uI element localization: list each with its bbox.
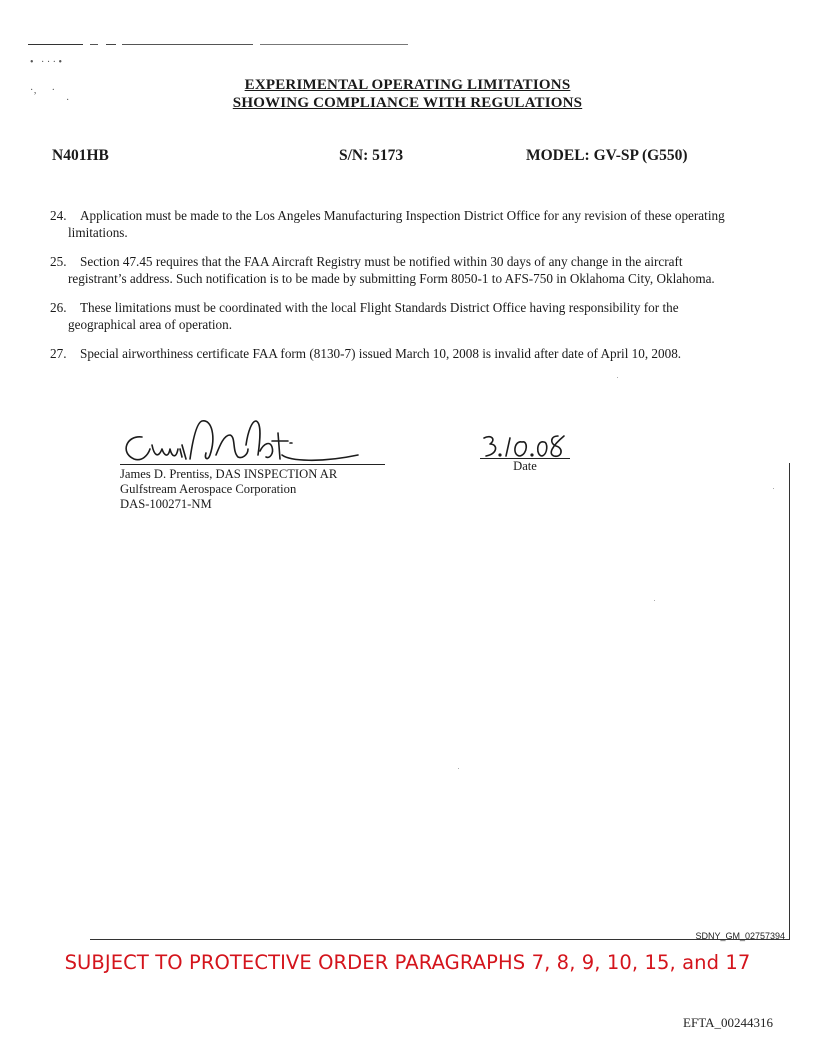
document-title-line-1: EXPERIMENTAL OPERATING LIMITATIONS [244, 77, 571, 93]
handwritten-signature [120, 415, 360, 465]
scan-speck [617, 377, 618, 378]
limitation-number: 26. [50, 300, 67, 315]
scan-speck [458, 768, 459, 769]
limitation-number: 25. [50, 254, 67, 269]
limitation-item [52, 345, 742, 362]
limitation-text: Special airworthiness certificate FAA form (8130-7) issued March 10, 2008 is invalid after date of April 10, 2008. [80, 346, 682, 361]
limitation-number: 27. [50, 346, 67, 361]
scan-speck [773, 488, 774, 489]
aircraft-model: MODEL: GV-SP (G550) [526, 147, 688, 164]
aircraft-serial-number: S/N: 5173 [339, 147, 404, 164]
signer-name: James D. Prentiss, DAS INSPECTION AR [120, 467, 338, 481]
signer-block [120, 467, 337, 512]
page-edge-line [789, 463, 790, 939]
limitation-item [52, 207, 742, 241]
document-id-stamp: SDNY_GM_02757394 [695, 931, 785, 941]
signature-line [120, 464, 385, 465]
limitation-number: 24. [50, 208, 67, 223]
limitations-list [52, 207, 742, 374]
limitation-item [52, 253, 742, 287]
scan-artifact-line [28, 44, 408, 45]
handwritten-date [478, 432, 568, 460]
limitation-text: Application must be made to the Los Angeles Manufacturing Inspection District Office for any revision of these operating limitations. [68, 208, 725, 240]
limitation-text: These limitations must be coordinated with the local Flight Standards District Office having responsibility for the geographical area of operation. [68, 300, 679, 332]
protective-order-notice: SUBJECT TO PROTECTIVE ORDER PARAGRAPHS 7, 8, 9, 10, 15, and 17 [64, 951, 751, 974]
scan-artifact-dots: • · · · • [30, 57, 62, 68]
scan-artifact-dots: ·‚ · [30, 85, 55, 96]
aircraft-registration: N401HB [52, 147, 109, 164]
bates-number: EFTA_00244316 [683, 1015, 773, 1030]
signer-das-number: DAS-100271-NM [120, 497, 212, 511]
scan-speck [654, 600, 655, 601]
scan-artifact-dots: · [66, 95, 70, 106]
limitation-item [52, 299, 742, 333]
date-label: Date [513, 459, 537, 473]
document-title-line-2: SHOWING COMPLIANCE WITH REGULATIONS [232, 95, 583, 111]
signer-company: Gulfstream Aerospace Corporation [120, 482, 297, 496]
limitation-text: Section 47.45 requires that the FAA Aircraft Registry must be notified within 30 days of any change in the aircraft registrant’s address. Such notification is to be made by submitting Form 8050-1 to AFS-750 in Oklahoma City, Oklahoma. [68, 254, 715, 286]
